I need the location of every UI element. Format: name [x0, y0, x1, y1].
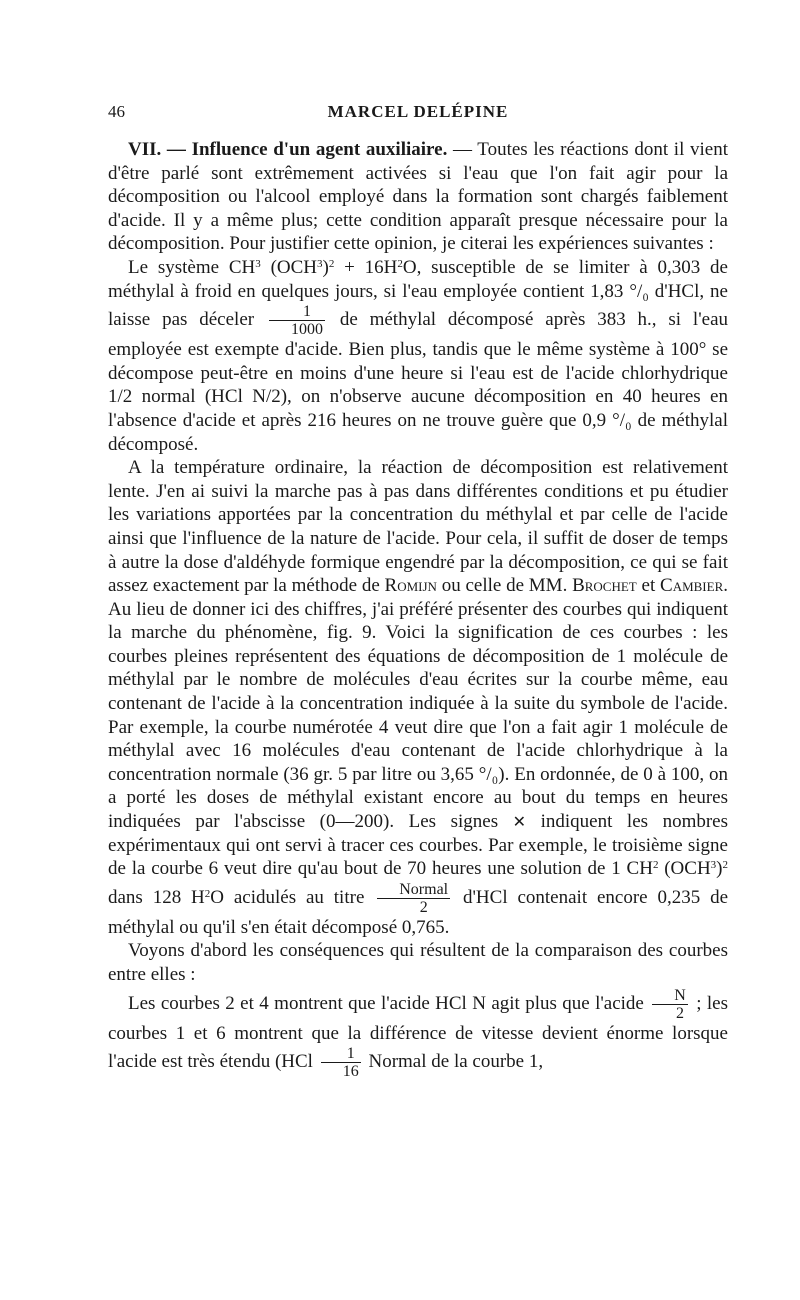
- text-run: d'HCl contenait encore 0,235 de méthylal ou qu'il s'en était décomposé 0,765.: [108, 886, 728, 938]
- section-title: VII. — Influence d'un agent auxiliaire.: [128, 139, 448, 160]
- body-text: [108, 138, 728, 1080]
- fraction-numerator: N: [652, 987, 688, 1005]
- running-head: MARCEL DELÉPINE: [327, 102, 509, 121]
- multiply-sign-icon: ✕: [512, 812, 527, 832]
- superscript: 2: [328, 257, 335, 270]
- text-run: ): [716, 858, 723, 880]
- text-run: ; les courbes 1 et 6 montrent que la différence de vitesse devient énorme lorsque l'acide est très étendu (HCl: [108, 992, 728, 1073]
- fraction: [269, 303, 325, 338]
- paragraph-temperature: [108, 456, 728, 939]
- superscript: 2: [204, 887, 211, 900]
- text-run: A la température ordinaire, la réaction de décomposition est relativement lente. J'en ai suivi la marche pas à pas dans différentes conditions et pu étudier les variations apportées par la concentration du méthylal et par celle de l'acide ainsi que l'influence de la nature de l'acide. Pour cela, il suffit de doser de temps à autre la dose d'aldéhyde formique engendré par la décomposition, ce qui se fait assez exactement par la méthode de: [108, 457, 728, 597]
- fraction-denominator: 1000: [290, 321, 323, 339]
- superscript: 2: [397, 257, 403, 270]
- page-number: 46: [108, 102, 125, 121]
- paragraph-consequences: [108, 939, 728, 986]
- text-run: — Toutes les réactions dont il vient d'être parlé sont extrêmement activées si l'eau que l'on fait agir pour la décomposition ou l'alcool employé dans la formation sont chargés faiblement d'acide. Il y a même plus; cette condition apparaît presque nécessaire pour la décomposition. Pour justifier cette opinion, je citerai les expériences suivantes :: [108, 139, 728, 255]
- text-run: . Au lieu de donner ici des chiffres, j'ai préféré présenter des courbes qui indiquent la marche du phénomène, fig. 9. Voici la signification de ces courbes : les courbes pleines représentent des équations de décomposition de 1 molécule de méthylal par le nombre de molécules d'eau écrites sur la courbe même, eau contenant de l'acide à la concentration indiquée à la suite du symbole de l'acide. Par exemple, la courbe numérotée 4 veut dire que l'on a fait agir 1 molécule de méthylal avec 16 molécules d'eau contenant de l'acide chlorhydrique à la concentration normale (36 gr. 5 par litre ou 3,65 °/₀). En ordonnée, de 0 à 100, on a porté les doses de méthylal existant encore au bout du temps en heures indiquées par l'abscisse (0—200). Les signes: [108, 575, 728, 833]
- superscript: 2: [722, 859, 728, 872]
- author-name: Cambier: [660, 575, 724, 597]
- fraction: [321, 1045, 361, 1080]
- fraction: [652, 987, 688, 1022]
- text-run: (OCH: [260, 256, 318, 278]
- fraction-numerator: 1: [269, 303, 325, 321]
- paragraph-section-vii: [108, 138, 728, 256]
- superscript: 3: [255, 257, 261, 270]
- fraction-denominator: 2: [676, 1004, 685, 1022]
- text-run: Le système CH: [128, 256, 256, 278]
- superscript: 2: [652, 859, 659, 872]
- text-run: ): [322, 256, 329, 278]
- text-run: Les courbes 2 et 4 montrent que l'acide HCl N agit plus que l'acide: [128, 992, 644, 1014]
- text-run: de méthylal décomposé après 383 h., si l'eau employée est exempte d'acide. Bien plus, tandis que le même système à 100° se décompose peut-être en moins d'une heure si l'eau est de l'acide chlorhydrique 1/2 normal (HCl N/2), on n'observe aucune décomposition en 40 heures en l'absence d'acide et après 216 heures on ne trouve guère que 0,9 °/₀ de méthylal décomposé.: [108, 309, 729, 455]
- fraction-numerator: Normal: [377, 881, 450, 899]
- text-run: (OCH: [658, 858, 711, 880]
- text-run: ou celle de MM.: [441, 575, 568, 597]
- text-run: indiquent les nombres expérimentaux qui ont servi à tracer ces courbes. Par exemple, le troisième signe de la courbe 6 veut dire qu'au bout de 70 heures une solution de 1 CH: [108, 811, 729, 880]
- text-run: Voyons d'abord les conséquences qui résultent de la comparaison des courbes entre elles :: [108, 940, 728, 985]
- fraction-denominator: 2: [419, 898, 428, 916]
- fraction-denominator: 16: [342, 1063, 359, 1081]
- paragraph-curves: [108, 987, 728, 1081]
- text-run: Normal de la courbe 1,: [368, 1051, 544, 1073]
- fraction: [377, 881, 450, 916]
- superscript: 3: [710, 859, 717, 872]
- running-header: [108, 102, 728, 126]
- text-run: et: [641, 575, 656, 597]
- author-name: Brochet: [572, 575, 637, 597]
- text-run: O acidulés au titre: [210, 886, 365, 908]
- text-run: O, susceptible de se limiter à 0,303 de méthylal à froid en quelques jours, si l'eau employée contient 1,83 °/₀ d'HCl, ne laisse pas déceler: [108, 256, 728, 331]
- superscript: 3: [317, 257, 323, 270]
- paragraph-system: [108, 256, 728, 456]
- text-run: dans 128 H: [108, 886, 205, 908]
- text-run: + 16H: [334, 256, 398, 278]
- fraction-numerator: 1: [321, 1045, 361, 1063]
- author-name: Romijn: [384, 575, 437, 597]
